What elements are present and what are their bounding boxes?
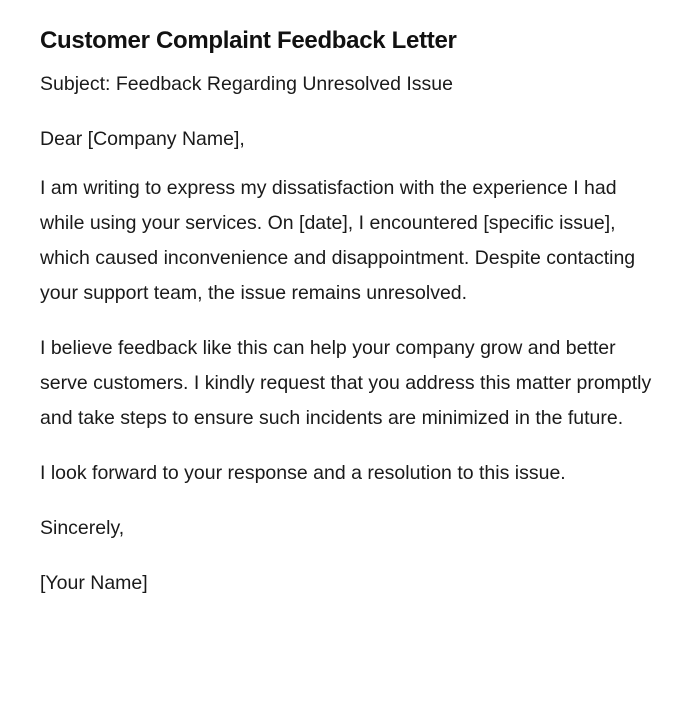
body-paragraph-1: I am writing to express my dissatisfaction with the experience I had while using your services. On [date], I encountered [specific issue], which caused inconvenience and disappointment. Despite contacting your support team, the issue remains unresolved.: [40, 177, 636, 304]
letter-signature: [Your Name]: [40, 572, 148, 594]
letter-closing: Sincerely,: [40, 517, 125, 539]
body-paragraph-3: I look forward to your response and a resolution to this issue.: [40, 462, 566, 484]
body-paragraph-2: I believe feedback like this can help your company grow and better serve customers. I kindly request that you address this matter promptly and take steps to ensure such incidents are minimized in the future.: [40, 337, 652, 429]
letter-salutation: Dear [Company Name],: [40, 128, 245, 150]
letter-title: Customer Complaint Feedback Letter: [40, 27, 457, 54]
letter-subject: Subject: Feedback Regarding Unresolved Issue: [40, 73, 453, 95]
